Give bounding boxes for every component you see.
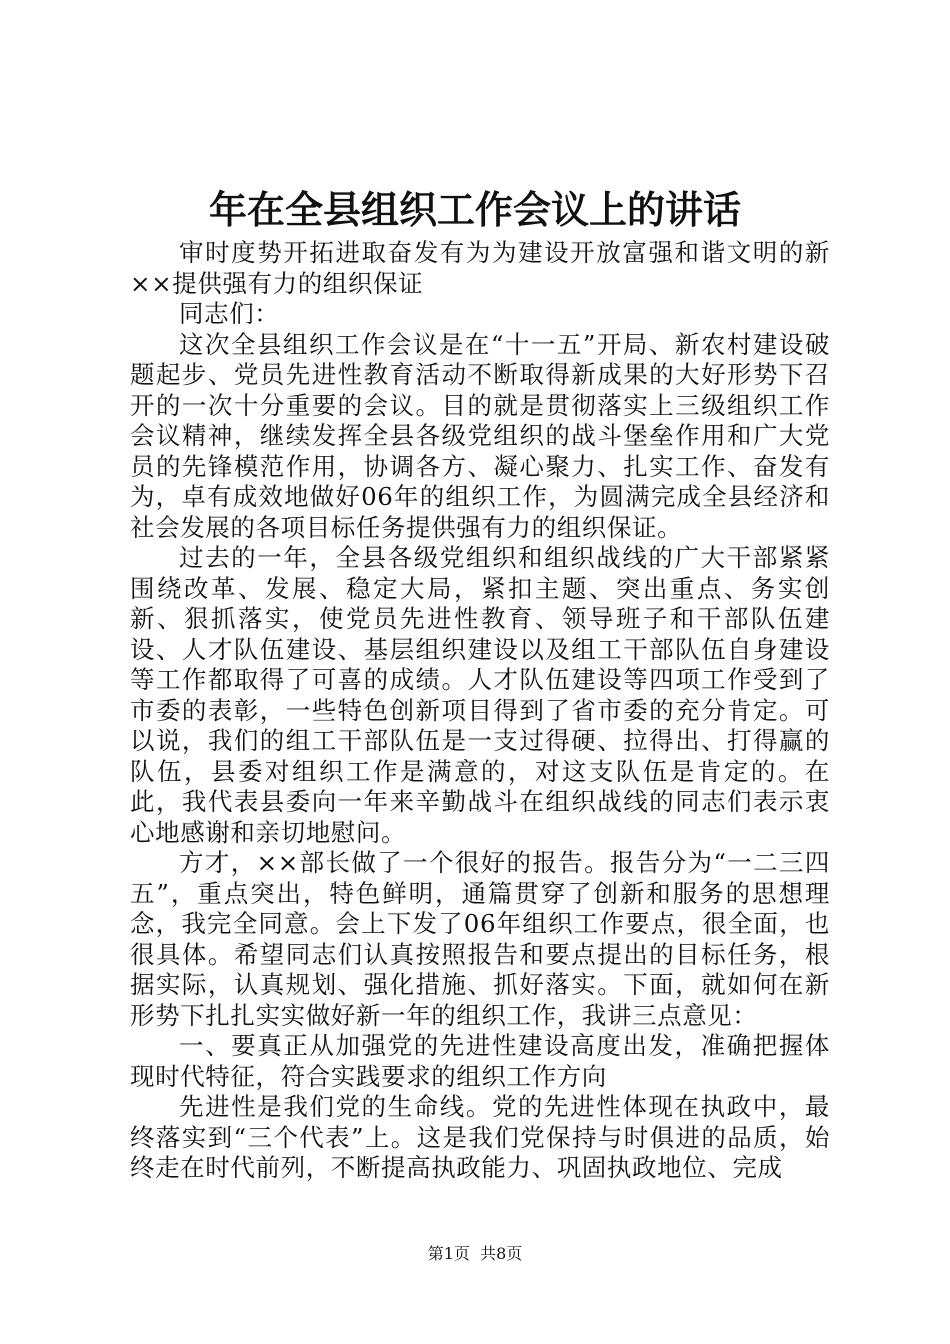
section-heading-paragraph: 一、要真正从加强党的先进性建设高度出发，准确把握体现时代特征，符合实践要求的组织工作方向: [130, 1031, 830, 1091]
document-title: 年在全县组织工作会议上的讲话: [208, 187, 741, 232]
page-total: 共8页: [480, 1244, 523, 1263]
salutation-paragraph: 同志们：: [179, 299, 280, 328]
page-footer: [0, 1244, 950, 1264]
body-paragraph: 过去的一年，全县各级党组织和组织战线的广大干部紧紧围绕改革、发展、稳定大局，紧扣主题、突出重点、务实创新、狠抓落实，使党员先进性教育、领导班子和干部队伍建设、人才队伍建设、基层组织建设以及组工干部队伍自身建设等工作都取得了可喜的成绩。人才队伍建设等四项工作受到了市委的表彰，一些特色创新项目得到了省市委的充分肯定。可以说，我们的组工干部队伍是一支过得硬、拉得出、打得赢的队伍，县委对组织工作是满意的，对这支队伍是肯定的。在此，我代表县委向一年来辛勤战斗在组织战线的同志们表示衷心地感谢和亲切地慰问。: [130, 543, 830, 847]
footer-separator: [470, 1244, 480, 1263]
body-paragraph: 这次全县组织工作会议是在“十一五”开局、新农村建设破题起步、党员先进性教育活动不断取得新成果的大好形势下召开的一次十分重要的会议。目的就是贯彻落实上三级组织工作会议精神，继续发挥全县各级党组织的战斗堡垒作用和广大党员的先锋模范作用，协调各方、凝心聚力、扎实工作、奋发有为，卓有成效地做好06年的组织工作，为圆满完成全县经济和社会发展的各项目标任务提供强有力的组织保证。: [130, 329, 830, 542]
body-paragraph: 方才，××部长做了一个很好的报告。报告分为“一二三四五”，重点突出，特色鲜明，通篇贯穿了创新和服务的思想理念，我完全同意。会上下发了06年组织工作要点，很全面，也很具体。希望同志们认真按照报告和要点提出的目标任务，根据实际，认真规划、强化措施、抓好落实。下面，就如何在新形势下扎扎实实做好新一年的组织工作，我讲三点意见：: [130, 848, 830, 1030]
document-body: [130, 238, 830, 1184]
subtitle-paragraph: 审时度势开拓进取奋发有为为建设开放富强和谐文明的新××提供强有力的组织保证: [130, 238, 830, 298]
body-paragraph: 先进性是我们党的生命线。党的先进性体现在执政中，最终落实到“三个代表”上。这是我们党保持与时俱进的品质，始终走在时代前列，不断提高执政能力、巩固执政地位、完成: [130, 1092, 830, 1182]
page-number: 第1页: [427, 1244, 470, 1263]
